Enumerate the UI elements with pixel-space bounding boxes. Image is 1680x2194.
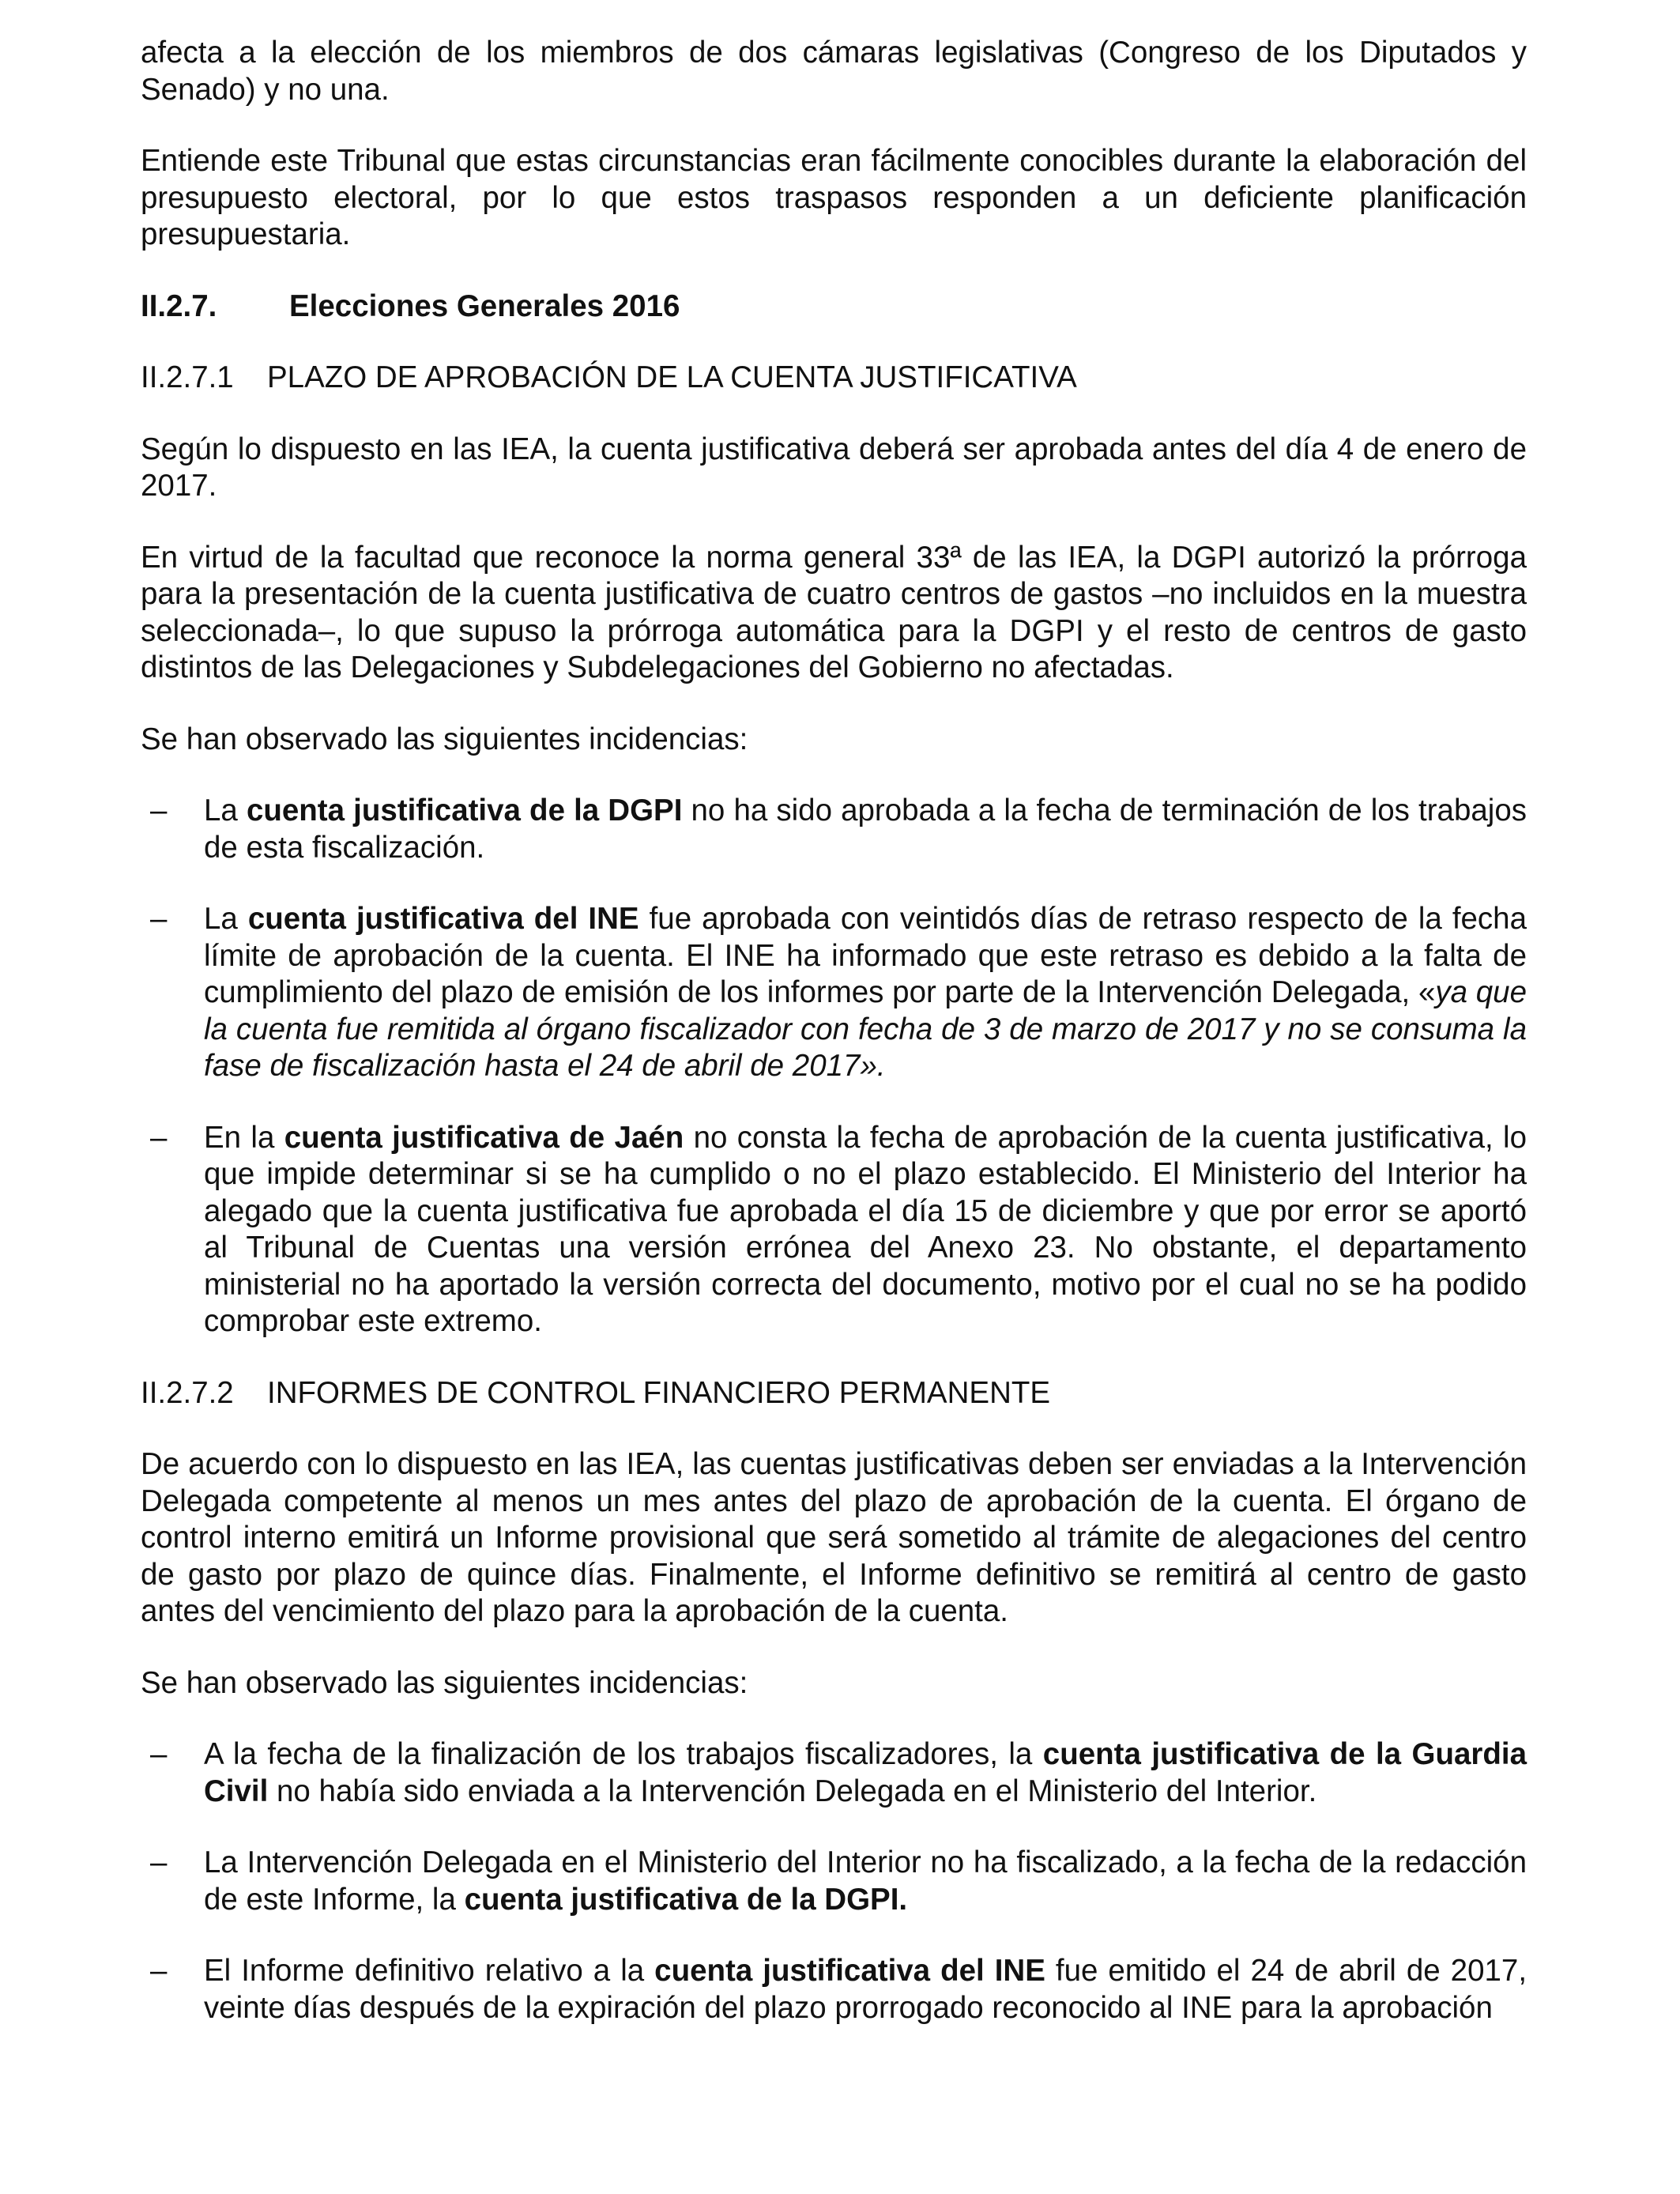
- section-title: Elecciones Generales 2016: [289, 288, 680, 323]
- subsection-heading-2-2-7-1: [141, 360, 1527, 397]
- subsection-title: INFORMES DE CONTROL FINANCIERO PERMANENTE: [267, 1375, 1051, 1410]
- paragraph-intro: afecta a la elección de los miembros de dos cámaras legislativas (Congreso de los Diputados y Senado) y no una.: [141, 36, 1527, 107]
- list-item: [141, 901, 1527, 1085]
- item-text: fue emitido el 24 de abril de 2017, veinte días después de la expiración del plazo prorrogado reconocido al INE para la aprobación: [204, 1954, 1527, 2025]
- item-text: La Intervención Delegada en el Ministerio del Interior no ha fiscalizado, a la fecha de la redacción de este Informe, la: [204, 1845, 1527, 1917]
- paragraph-plazo: Según lo dispuesto en las IEA, la cuenta justificativa deberá ser aprobada antes del día 4 de enero de 2017.: [141, 432, 1527, 503]
- subsection-number: II.2.7.1: [141, 360, 234, 394]
- item-italic-quote: ya que la cuenta fue remitida al órgano fiscalizador con fecha de 3 de marzo de 2017 y no se consuma la fase de fiscalización hasta el 24 de abril de 2017».: [204, 975, 1527, 1083]
- item-bold-text: cuenta justificativa del INE: [247, 902, 639, 936]
- incidencias-list-2: [141, 1736, 1527, 2026]
- dash-marker: –: [150, 1120, 168, 1155]
- item-bold-text: cuenta justificativa de la DGPI.: [464, 1882, 908, 1917]
- list-item: [141, 1845, 1527, 1918]
- section-number: II.2.7.: [141, 288, 217, 323]
- item-bold-text: cuenta justificativa de la DGPI: [246, 794, 683, 827]
- item-bold-text: cuenta justificativa del INE: [654, 1954, 1045, 1988]
- list-item: [141, 1736, 1527, 1810]
- dash-marker: –: [150, 1845, 168, 1879]
- item-text: fue aprobada con veintidós días de retraso respecto de la fecha límite de aprobación de la cuenta. El INE ha informado que este retraso es debido a la falta de cumplimiento del plazo de emisión de los informes por parte de la Intervención Delegada, «: [204, 902, 1527, 1009]
- paragraph-incidencias-2: Se han observado las siguientes incidencias:: [141, 1665, 748, 1700]
- item-text: no ha sido aprobada a la fecha de terminación de los trabajos de esta fiscalización.: [204, 794, 1527, 865]
- dash-marker: –: [150, 1954, 168, 1988]
- item-text: no había sido enviada a la Intervención Delegada en el Ministerio del Interior.: [268, 1774, 1317, 1808]
- paragraph-prorroga: En virtud de la facultad que reconoce la norma general 33ª de las IEA, la DGPI autorizó la prórroga para la presentación de la cuenta justificativa de cuatro centros de gastos –no incluidos en la muestra seleccionada–, lo que supuso la prórroga automática para la DGPI y el resto de centros de gasto distintos de las Delegaciones y Subdelegaciones del Gobierno no afectadas.: [141, 540, 1527, 684]
- document-page: [141, 35, 1527, 2061]
- subsection-number: II.2.7.2: [141, 1375, 234, 1410]
- section-heading-2-2-7: [141, 288, 1527, 326]
- item-text: no consta la fecha de aprobación de la cuenta justificativa, lo que impide determinar si se ha cumplido o no el plazo establecido. El Ministerio del Interior ha alegado que la cuenta justificativa fue aprobada el día 15 de diciembre y que por error se aportó al Tribunal de Cuentas una versión errónea del Anexo 23. No obstante, el departamento ministerial no ha aportado la versión correcta del documento, motivo por el cual no se ha podido comprobar este extremo.: [204, 1120, 1527, 1338]
- item-bold-text: cuenta justificativa de la Guardia Civil: [204, 1737, 1527, 1808]
- dash-marker: –: [150, 902, 168, 936]
- list-item: [141, 1120, 1527, 1340]
- incidencias-list-1: [141, 793, 1527, 1340]
- list-item: [141, 793, 1527, 866]
- item-bold-text: cuenta justificativa de Jaén: [284, 1120, 684, 1155]
- paragraph-incidencias-1: Se han observado las siguientes incidencias:: [141, 722, 748, 756]
- list-item: [141, 1953, 1527, 2026]
- subsection-heading-2-2-7-2: [141, 1375, 1527, 1412]
- paragraph-tribunal: Entiende este Tribunal que estas circunstancias eran fácilmente conocibles durante la elaboración del presupuesto electoral, por lo que estos traspasos responden a un deficiente planificación presupuestaria.: [141, 144, 1527, 251]
- item-text: En la: [204, 1120, 284, 1155]
- item-text: La: [204, 794, 247, 827]
- item-text: La: [204, 902, 248, 936]
- dash-marker: –: [150, 1737, 168, 1771]
- paragraph-control-financiero: De acuerdo con lo dispuesto en las IEA, las cuentas justificativas deben ser enviadas a la Intervención Delegada competente al menos un mes antes del plazo de aprobación de la cuenta. El órgano de control interno emitirá un Informe provisional que será sometido al trámite de alegaciones del centro de gasto por plazo de quince días. Finalmente, el Informe definitivo se remitirá al centro de gasto antes del vencimiento del plazo para la aprobación de la cuenta.: [141, 1447, 1527, 1628]
- item-text: A la fecha de la finalización de los trabajos fiscalizadores, la: [204, 1737, 1043, 1771]
- dash-marker: –: [150, 794, 168, 827]
- item-text: El Informe definitivo relativo a la: [204, 1954, 655, 1988]
- subsection-title: PLAZO DE APROBACIÓN DE LA CUENTA JUSTIFICATIVA: [267, 360, 1077, 394]
